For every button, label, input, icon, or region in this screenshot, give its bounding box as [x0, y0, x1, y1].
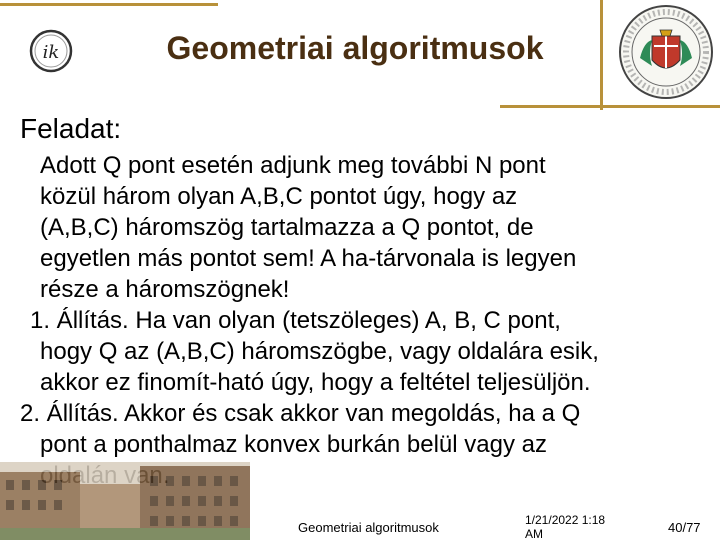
text-line: pont a ponthalmaz konvex burkán belül vagy az [40, 431, 547, 458]
text-line: egyetlen más pontot sem! A ha-tárvonala is legyen [40, 245, 577, 272]
footer-date-line1: 1/21/2022 1:18 [525, 513, 606, 527]
section-heading: Feladat: [20, 113, 122, 144]
ik-logo-icon [26, 26, 76, 76]
ik-logo-text: ik [42, 42, 60, 63]
body-text [20, 150, 710, 491]
text-line: közül három olyan A,B,C pontot úgy, hogy az [40, 183, 518, 210]
text-line: akkor ez finomít-ható úgy, hogy a feltétel teljesüljön. [40, 369, 591, 396]
text-line: (A,B,C) háromszög tartalmazza a Q pontot, de [40, 214, 534, 241]
text-line: 1. Állítás. Ha van olyan (tetszöleges) A, B, C pont, [30, 307, 561, 334]
right-horizontal-accent-line [500, 105, 720, 108]
footer-date-line2: AM [525, 527, 543, 541]
text-line: 2. Állítás. Akkor és csak akkor van megoldás, ha a Q [20, 400, 581, 427]
text-line: része a háromszögnek! [40, 276, 290, 303]
footer-title: Geometriai algoritmusok [298, 520, 439, 535]
top-left-accent-line [0, 3, 218, 6]
building-photo [0, 462, 250, 540]
text-line: Adott Q pont esetén adjunk meg további N pont [40, 152, 546, 179]
slide-title: Geometriai algoritmusok [166, 30, 544, 66]
right-vertical-accent-line [600, 0, 603, 110]
university-seal-icon [614, 2, 718, 102]
page-number: 40/77 [668, 520, 701, 535]
text-line: hogy Q az (A,B,C) háromszögbe, vagy oldalára esik, [40, 338, 599, 365]
